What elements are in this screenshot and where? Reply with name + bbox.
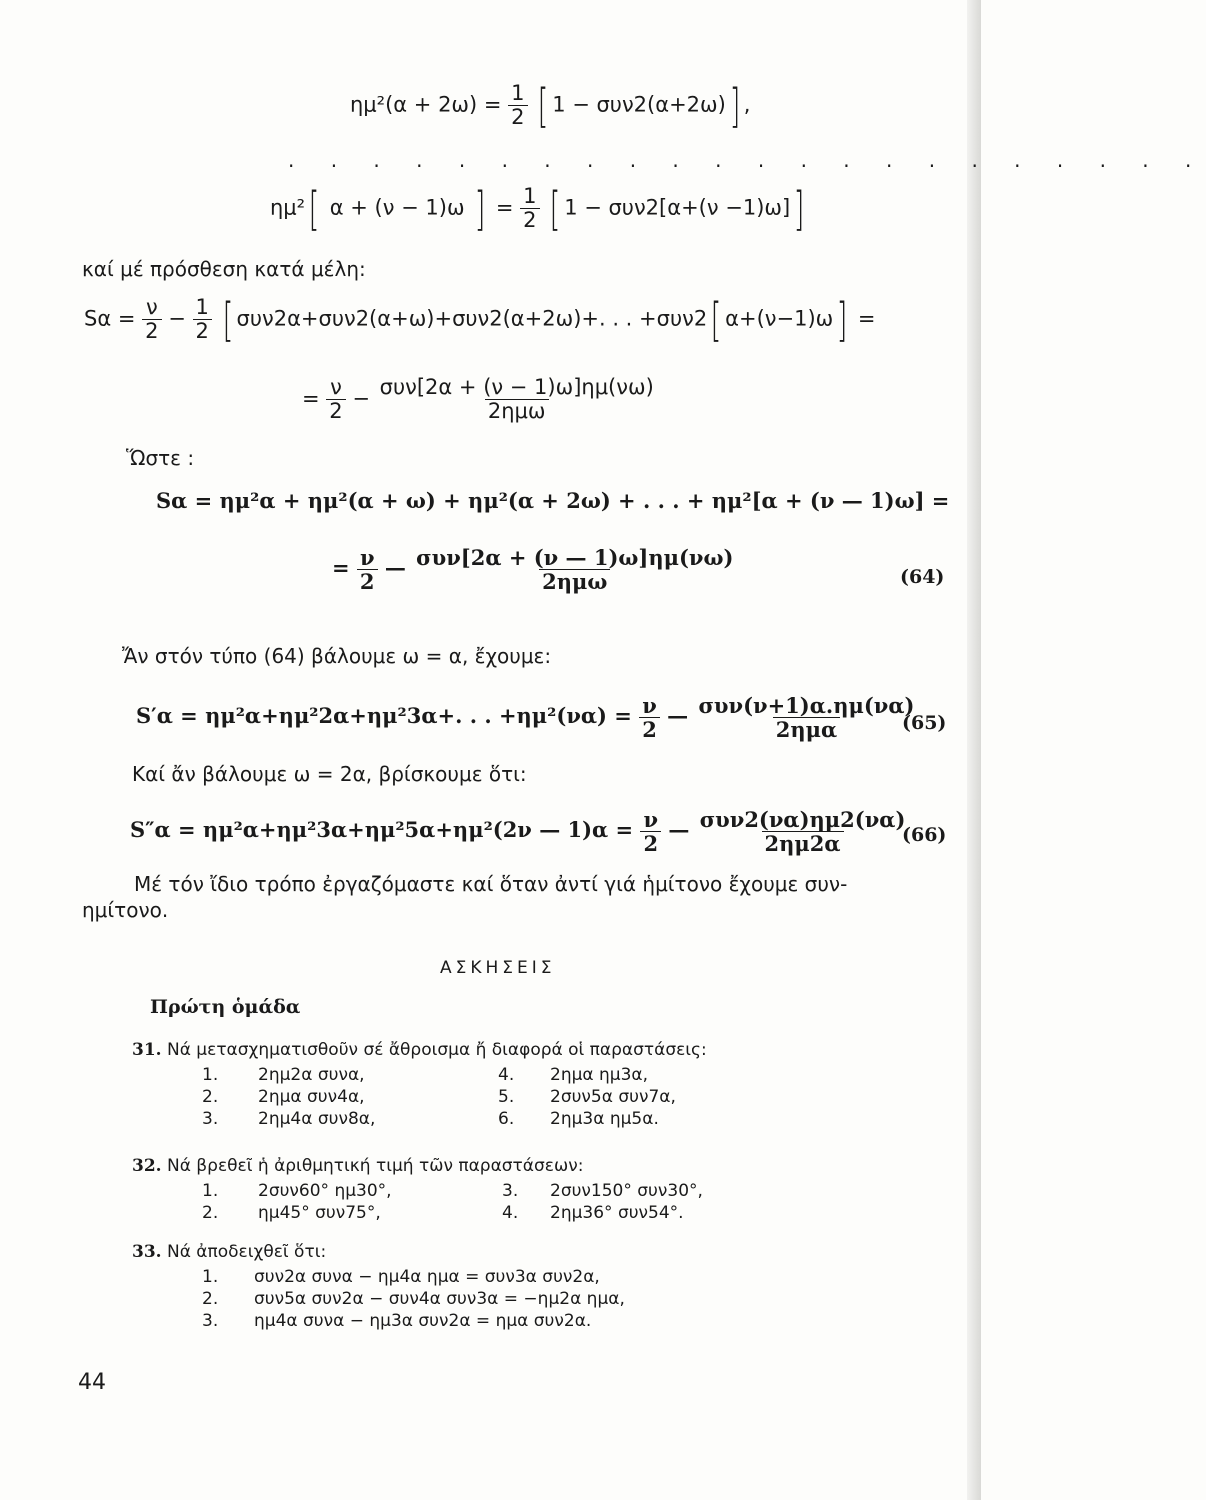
exercise-prompt: Νά μετασχηματισθοῦν σέ ἄθροισμα ἤ διαφορά οἱ παραστάσεις: xyxy=(166,1040,707,1060)
equation-number-65: (65) xyxy=(902,712,947,734)
list-item: 2. συν5α συν2α − συν4α συν3α = −ημ2α ημα, xyxy=(202,1289,625,1309)
equation-s-alpha-sum: Sα = $\frac{\nu}{2}$ − $\frac{1}{2}$ [ συν2α+συν2(α+ω)+συν2(α+2ω)+. . . +συν2[ α+(ν−1)ω] = xyxy=(84,292,876,347)
equation-sin2-alpha-2omega: ημ²(α + 2ω) = $\frac{1}{2}$ [ 1 − συν2(α+2ω)] , xyxy=(350,78,751,133)
equation-65: S′α = ημ²α+ημ²2α+ημ²3α+. . . +ημ²(να) = $\frac{\nu}{2}$ — $\frac{\text{συν(ν+1)α.ημ(να)}}{\text{2ημα}}$ xyxy=(136,693,915,743)
text-and-if: Καί ἄν βάλουμε ω = 2α, βρίσκουμε ὅτι: xyxy=(132,762,527,786)
page-number: 44 xyxy=(78,1370,106,1395)
eq-inner: 1 − συν2(α+2ω) xyxy=(552,92,726,117)
text-sum-by-parts: καί μέ πρόσθεση κατά μέλη: xyxy=(82,257,366,281)
equation-66: S″α = ημ²α+ημ²3α+ημ²5α+ημ²(2ν — 1)α = $\frac{\nu}{2}$ — $\frac{\text{συν2(να)ημ2(να)}}{2\eta\mu 2\alpha}$ xyxy=(130,807,906,857)
exercise-33-items xyxy=(202,1266,625,1332)
list-item: 3. ημ4α συνα − ημ3α συν2α = ημα συν2α. xyxy=(202,1311,592,1331)
exercise-31-items xyxy=(202,1064,676,1130)
equation-s-alpha-result: = $\frac{\nu}{2}$ − $\frac{\text{συν[2α + (ν − 1)ω]ημ(νω)}}{\text{2ημω}}$ xyxy=(302,375,654,424)
equation-sin2-general-term: ημ²[ α + (ν − 1)ω ] = $\frac{1}{2}$ [ 1 − συν2[α+(ν −1)ω]] xyxy=(270,181,805,236)
equation-number-66: (66) xyxy=(902,824,947,846)
text-hence: Ὥστε : xyxy=(126,446,195,470)
list-item: 3. 2ημ4α συν8α, 6. 2ημ3α ημ5α. xyxy=(202,1109,659,1129)
exercise-number: 33. xyxy=(132,1242,162,1262)
equation-64-result: = $\frac{\nu}{2}$ — $\frac{\text{συν[2α + (ν — 1)ω]ημ(νω)}}{\text{2ημω}}$ xyxy=(332,545,734,595)
list-item: 1. 2συν60° ημ30°, 3. 2συν150° συν30°, xyxy=(202,1181,703,1201)
exercise-number: 32. xyxy=(132,1156,162,1176)
exercise-32-items xyxy=(202,1180,703,1224)
equation-number-64: (64) xyxy=(900,566,945,588)
text-if-set: Ἄν στόν τύπο (64) βάλουμε ω = α, ἔχουμε: xyxy=(122,644,552,668)
exercises-heading: ΑΣΚΗΣΕΙΣ xyxy=(440,958,556,978)
equation-64-sum: Sα = ημ²α + ημ²(α + ω) + ημ²(α + 2ω) + . . . + ημ²[α + (ν — 1)ω] = xyxy=(156,488,950,513)
fraction-half: $\frac{1}{2}$ xyxy=(520,185,539,232)
exercise-number: 31. xyxy=(132,1040,162,1060)
paragraph-same-way-cont: ημίτονο. xyxy=(82,898,169,922)
exercise-prompt: Νά ἀποδειχθεῖ ὅτι: xyxy=(166,1242,327,1262)
eq-lhs: ημ²(α + 2ω) = xyxy=(350,92,502,117)
exercise-31 xyxy=(132,1040,707,1130)
list-item: 1. συν2α συνα − ημ4α ημα = συν3α συν2α, xyxy=(202,1267,600,1287)
exercise-prompt: Νά βρεθεῖ ἡ ἀριθμητική τιμή τῶν παραστάσεων: xyxy=(166,1156,584,1176)
fraction-half: $\frac{1}{2}$ xyxy=(508,82,527,129)
dots-row: . . . . . . . . . . . . . . . . . . . . . . xyxy=(288,148,1206,172)
list-item: 2. 2ημα συν4α, 5. 2συν5α συν7α, xyxy=(202,1087,676,1107)
exercise-32 xyxy=(132,1156,703,1224)
group-title: Πρώτη ὁμάδα xyxy=(150,996,301,1018)
list-item: 1. 2ημ2α συνα, 4. 2ημα ημ3α, xyxy=(202,1065,649,1085)
list-item: 2. ημ45° συν75°, 4. 2ημ36° συν54°. xyxy=(202,1203,684,1223)
exercise-33 xyxy=(132,1242,625,1332)
page-edge xyxy=(967,0,981,1500)
paragraph-same-way: Μέ τόν ἴδιο τρόπο ἐργαζόμαστε καί ὅταν ἀντί γιά ἡμίτονο ἔχουμε συν- xyxy=(134,872,848,896)
